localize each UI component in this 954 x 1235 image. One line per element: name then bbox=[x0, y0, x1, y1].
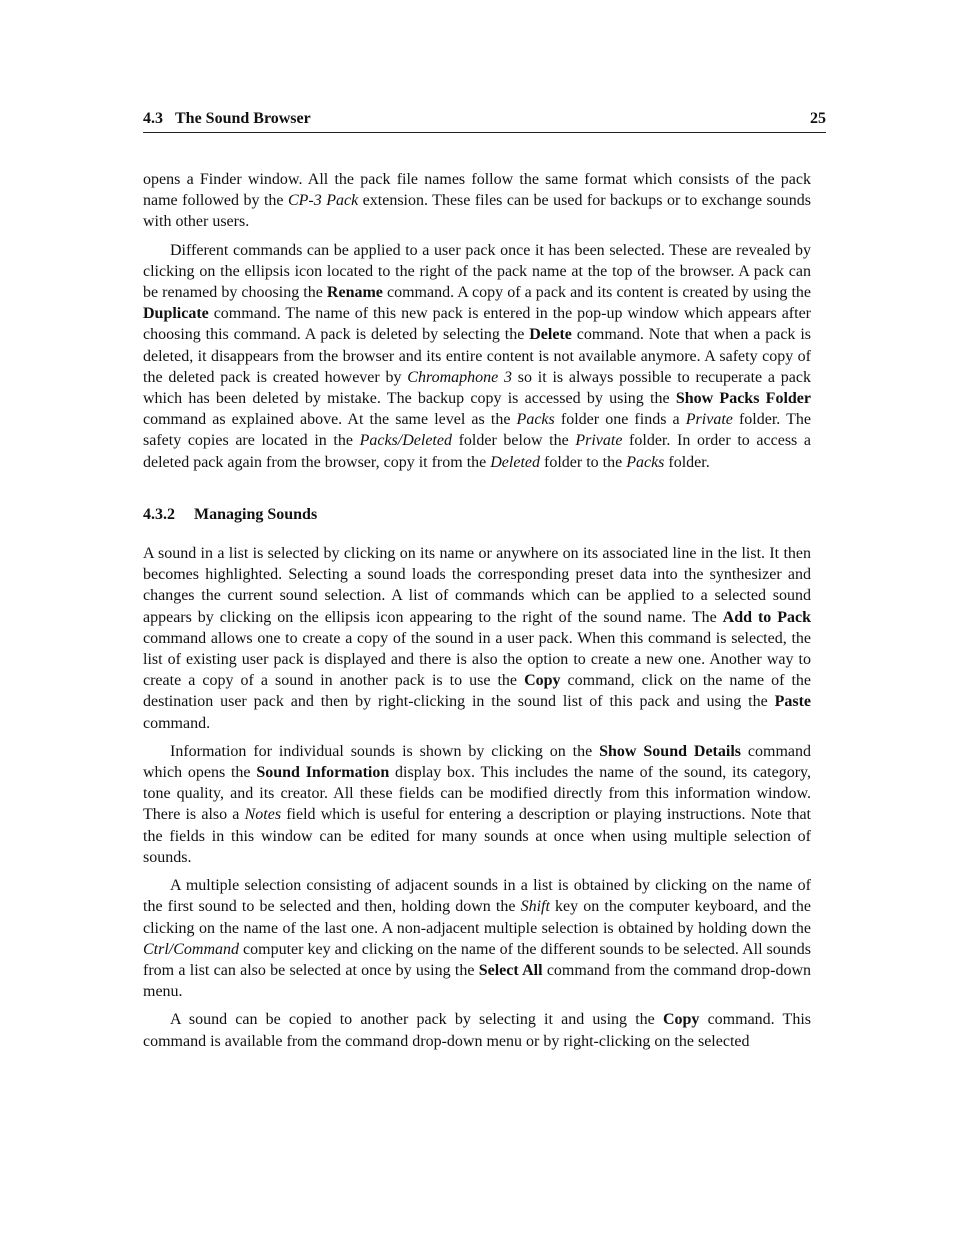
paragraph-2: Different commands can be applied to a user pack once it has been selected. These are revealed by clicking on the ellipsis icon located to the right of the pack name at the top of the browser. A pack can be renamed by choosing the Rename command. A copy of a pack and its content is created by using the Duplicate command. The name of this new pack is entered in the pop-up window which appears after choosing this command. A pack is deleted by selecting the Delete command. Note that when a pack is deleted, it disappears from the browser and its entire content is not available anymore. A safety copy of the deleted pack is created however by Chromaphone 3 so it is always possible to recuperate a pack which has been deleted by mistake. The backup copy is accessed by using the Show Packs Folder command as explained above. At the same level as the Packs folder one finds a Private folder. The safety copies are located in the Packs/Deleted folder below the Private folder. In order to access a deleted pack again from the browser, copy it from the Deleted folder to the Packs folder. bbox=[143, 241, 812, 471]
paragraph-3: A sound in a list is selected by clicking on its name or anywhere on its associated line in the list. It then becomes highlighted. Selecting a sound loads the corresponding preset data into the synthesizer and changes the current sound selection. A list of commands which can be applied to a selected sound appears by clicking on the ellipsis icon appearing to the right of the sound name. The Add to Pack command allows one to create a copy of the sound in a user pack. When this command is selected, the list of existing user pack is displayed and there is also the option to create a new one. Another way to create a copy of a sound in another pack is to use the Copy command, click on the name of the destination user pack and then by right-clicking in the sound list of this pack and using the Paste command. bbox=[143, 545, 812, 732]
paragraph-5: A multiple selection consisting of adjacent sounds in a list is obtained by clicking on the name of the first sound to be selected and then, holding down the Shift key on the computer keyboard, and the clicking on the name of the last one. A non-adjacent multiple selection is obtained by holding down the Ctrl/Command computer key and clicking on the name of the different sounds to be selected. All sounds from a list can also be selected at once by using the Select All command from the command drop-down menu. bbox=[143, 877, 812, 1001]
subsection-heading: 4.3.2 Managing Sounds bbox=[143, 505, 318, 523]
body-text bbox=[143, 169, 811, 1059]
header-section-title: 4.3 The Sound Browser bbox=[143, 110, 311, 127]
running-header bbox=[143, 110, 826, 133]
paragraph-6: A sound can be copied to another pack by selecting it and using the Copy command. This command is available from the command drop-down menu or by right-clicking on the selected bbox=[143, 1011, 811, 1050]
page-number: 25 bbox=[810, 110, 826, 127]
paragraph-1: opens a Finder window. All the pack file names follow the same format which consists of the pack name followed by the CP-3 Pack extension. These files can be used for backups or to exchange sounds with other users. bbox=[143, 171, 812, 231]
paragraph-4: Information for individual sounds is shown by clicking on the Show Sound Details command which opens the Sound Information display box. This includes the name of the sound, its category, tone quality, and its creator. All these fields can be modified directly from this information window. There is also a Notes field which is useful for entering a description or playing instructions. Note that the fields in this window can be edited for many sounds at once when using multiple selection of sounds. bbox=[143, 742, 812, 866]
